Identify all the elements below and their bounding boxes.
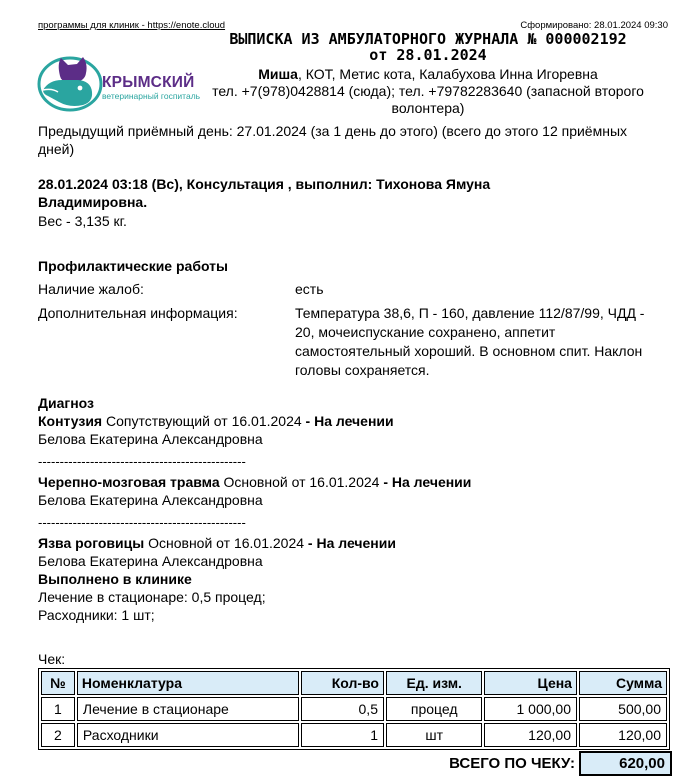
diagnosis-detail: Сопутствующий от 16.01.2024 — [102, 413, 306, 429]
column-header-qty: Кол-во — [301, 671, 384, 695]
column-header-unit: Ед. изм. — [386, 671, 482, 695]
receipt-header-row — [41, 671, 667, 695]
column-header-price: Цена — [484, 671, 577, 695]
diagnosis-name: Контузия — [38, 413, 103, 429]
cell-unit: шт — [386, 723, 482, 747]
complaints-row — [38, 280, 668, 299]
diagnosis-detail: Основной от 16.01.2024 — [219, 474, 384, 490]
document-date: от 28.01.2024 — [369, 46, 487, 64]
patient-weight: Вес - 3,135 кг. — [38, 213, 127, 229]
document-header — [188, 32, 668, 117]
document-title: ВЫПИСКА ИЗ АМБУЛАТОРНОГО ЖУРНАЛА № 000002192 — [229, 30, 627, 48]
patient-phones: тел. +7(978)0428814 (сюда); тел. +79782283640 (запасной второго волонтера) — [212, 83, 644, 116]
enote-link[interactable]: программы для клиник - https://enote.cloud — [38, 20, 226, 31]
separator: ------------------------------------------------ — [38, 454, 246, 469]
total-label: ВСЕГО ПО ЧЕКУ: — [449, 755, 575, 772]
diagnosis-status: - На лечении — [307, 535, 396, 551]
diagnosis-item — [38, 473, 668, 491]
column-header-num: № — [41, 671, 75, 695]
receipt-total-row — [38, 751, 672, 776]
generated-timestamp: Сформировано: 28.01.2024 09:30 — [520, 20, 668, 31]
clinic-subtitle: ветеринарный госпиталь — [102, 90, 201, 101]
column-header-sum: Сумма — [579, 671, 667, 695]
clinic-name: КРЫМСКИЙ — [102, 73, 195, 91]
patient-line — [188, 66, 668, 83]
cell-unit: процед — [386, 697, 482, 721]
cell-nomenclature: Расходники — [77, 723, 299, 747]
cell-qty: 1 — [301, 723, 384, 747]
performed-line: Лечение в стационаре: 0,5 процед; — [38, 589, 266, 605]
cell-sum: 500,00 — [579, 697, 667, 721]
table-row — [41, 723, 667, 747]
diagnosis-detail: Основной от 16.01.2024 — [144, 535, 308, 551]
additional-info-label: Дополнительная информация: — [38, 305, 238, 321]
complaints-value: есть — [295, 281, 324, 297]
diagnosis-name: Черепно-мозговая травма — [38, 474, 220, 490]
clinic-logo — [36, 54, 206, 115]
cell-nomenclature: Лечение в стационаре — [77, 697, 299, 721]
patient-name: Миша — [258, 66, 298, 82]
previous-visit-note: Предыдущий приёмный день: 27.01.2024 (за 1 день до этого) (всего до этого 12 приёмных дней) — [38, 123, 628, 157]
prophylactic-section-title: Профилактические работы — [38, 258, 228, 274]
cell-num: 1 — [41, 697, 75, 721]
table-row — [41, 697, 667, 721]
separator: ------------------------------------------------ — [38, 515, 246, 530]
clinic-logo-icon — [36, 54, 110, 115]
cell-num: 2 — [41, 723, 75, 747]
clinic-logo-text — [102, 75, 200, 101]
diagnosis-doctor: Белова Екатерина Александровна — [38, 553, 263, 569]
visit-header: 28.01.2024 03:18 (Вс), Консультация , выполнил: Тихонова Ямуна Владимировна. — [38, 176, 491, 210]
complaints-label: Наличие жалоб: — [38, 281, 144, 297]
column-header-nomenclature: Номенклатура — [77, 671, 299, 695]
additional-info-row — [38, 304, 668, 380]
total-value: 620,00 — [579, 751, 672, 776]
diagnosis-doctor: Белова Екатерина Александровна — [38, 431, 263, 447]
performed-line: Расходники: 1 шт; — [38, 607, 155, 623]
diagnosis-doctor: Белова Екатерина Александровна — [38, 492, 263, 508]
performed-section-title: Выполнено в клинике — [38, 571, 192, 587]
diagnosis-status: - На лечении — [305, 413, 394, 429]
receipt-table — [38, 668, 670, 750]
diagnosis-name: Язва роговицы — [38, 535, 145, 551]
cell-price: 1 000,00 — [484, 697, 577, 721]
diagnosis-section-title: Диагноз — [38, 395, 94, 411]
cell-qty: 0,5 — [301, 697, 384, 721]
cell-sum: 120,00 — [579, 723, 667, 747]
diagnosis-item — [38, 534, 668, 552]
diagnosis-status: - На лечении — [383, 474, 472, 490]
cell-price: 120,00 — [484, 723, 577, 747]
additional-info-value: Температура 38,6, П - 160, давление 112/87/99, ЧДД - 20, мочеиспускание сохранено, аппетит самостоятельный хороший. В основном спит. Наклон головы сохраняется. — [295, 305, 645, 378]
receipt-label: Чек: — [38, 651, 66, 667]
patient-details: , КОТ, Метис кота, Калабухова Инна Игоревна — [297, 66, 598, 82]
diagnosis-item — [38, 412, 668, 430]
